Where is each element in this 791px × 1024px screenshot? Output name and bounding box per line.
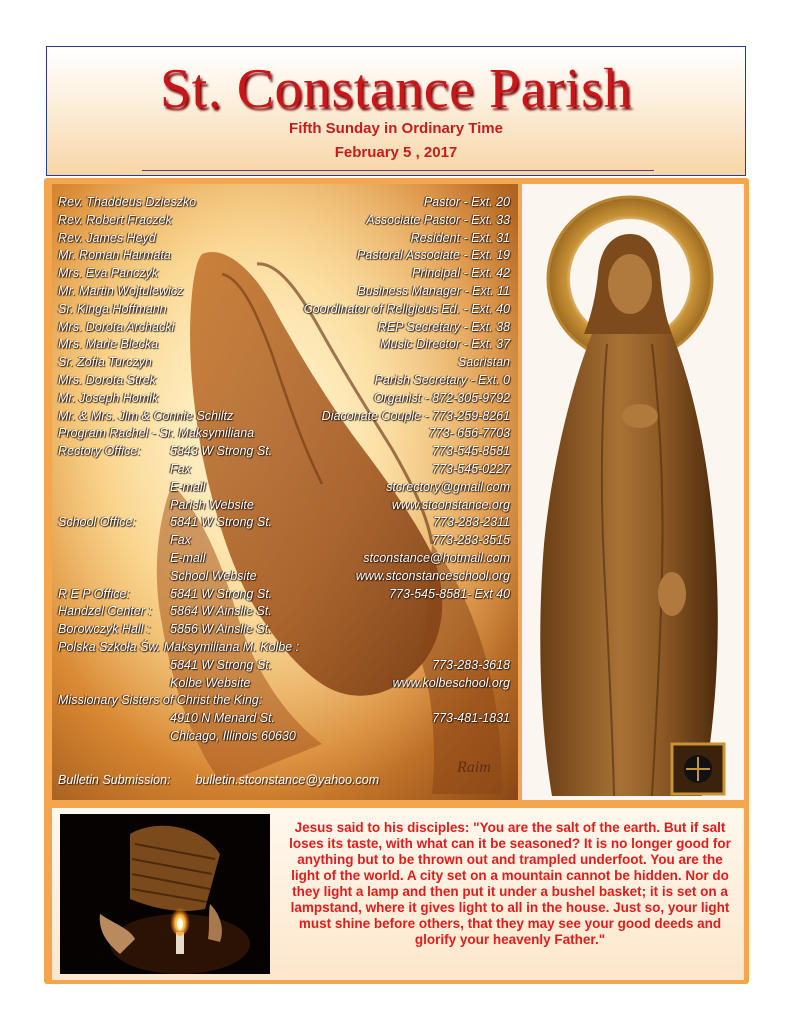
staff-name: Program Rachel - Sr. Maksymiliana [58, 426, 255, 441]
office-value[interactable]: www.stconstance.org [391, 497, 510, 512]
office-label: Handzel Center : [58, 604, 152, 619]
office-row [58, 603, 514, 621]
staff-name: Mrs. Dorota Archacki [58, 319, 175, 334]
staff-name: Mrs. Dorota Strek [58, 372, 156, 387]
bulletin-label: Bulletin Submission: [58, 773, 171, 787]
parish-title: St. Constance Parish [160, 58, 632, 120]
office-value: 773-481-1831 [432, 711, 510, 726]
staff-name: Mr. Roman Harmata [58, 248, 171, 263]
office-value: 773-545-8581- Ext 40 [389, 586, 510, 601]
office-value: 773-283-3618 [432, 657, 510, 672]
staff-role: REP Secretary - Ext. 38 [377, 319, 510, 334]
staff-role: Music Director - Ext. 37 [380, 337, 510, 352]
staff-name: Mr. Joseph Homik [58, 390, 159, 405]
staff-role: Pastoral Associate - Ext. 19 [356, 248, 510, 263]
office-item: Parish Website [170, 497, 254, 512]
staff-role: Diaconate Couple - 773-259-8261 [321, 408, 510, 423]
bulletin-submission [58, 773, 379, 787]
staff-role: Principal - Ext. 42 [412, 266, 510, 281]
office-label: Borowczyk Hall : [58, 622, 151, 637]
candle-basket-image [60, 814, 270, 974]
office-item: 5843 W Strong St. [170, 444, 273, 459]
office-value[interactable]: stcrectory@gmail.com [386, 479, 510, 494]
office-item: 4910 N Menard St. [170, 711, 275, 726]
office-row [58, 479, 514, 497]
staff-name: Sr. Kinga Hoffmann [58, 301, 167, 316]
office-row [58, 657, 514, 675]
office-item: Fax [170, 533, 191, 548]
staff-row [58, 301, 514, 319]
staff-name: Rev. Robert Fraczek [58, 212, 172, 227]
office-label: R E P Office: [58, 586, 130, 601]
header-divider [142, 170, 654, 171]
staff-name: Rev. James Heyd [58, 230, 156, 245]
staff-role: Coordinator of Religious Ed. - Ext. 40 [303, 301, 510, 316]
office-row [58, 728, 514, 746]
staff-row [58, 230, 514, 248]
directory-panel [52, 184, 518, 800]
office-row [58, 514, 514, 532]
office-value[interactable]: www.kolbeschool.org [392, 675, 510, 690]
statue-image-frame [522, 184, 744, 800]
staff-row [58, 319, 514, 337]
office-row [58, 692, 514, 710]
office-item: 5841 W Strong St. [170, 657, 273, 672]
staff-name: Mr. Martin Wojtulewicz [58, 283, 184, 298]
office-value[interactable]: stconstance@hotmail.com [363, 550, 510, 565]
staff-row [58, 390, 514, 408]
staff-role: Pastor - Ext. 20 [423, 195, 510, 209]
madonna-statue-image [522, 184, 744, 800]
bulletin-date: February 5 , 2017 [334, 144, 458, 161]
office-value: 773-545-8581 [432, 444, 510, 459]
staff-role: 773- 656-7703 [428, 426, 510, 441]
staff-role: Organist - 872-305-9792 [373, 390, 510, 405]
staff-row [58, 372, 514, 390]
office-item: E-mail [170, 550, 206, 565]
office-row [58, 586, 514, 604]
staff-role: Sacristan [457, 355, 510, 370]
office-item: Kolbe Website [170, 675, 251, 690]
office-item: E-mail [170, 479, 206, 494]
staff-role: Associate Pastor - Ext. 33 [366, 212, 510, 227]
office-value: 773-283-3515 [432, 533, 510, 548]
office-label: Missionary Sisters of Christ the King: [58, 693, 263, 708]
staff-row [58, 425, 514, 443]
office-value: 773-545-0227 [432, 461, 510, 476]
staff-row [58, 212, 514, 230]
office-item: 5856 W Ainslie St. [170, 622, 272, 637]
office-item: 5864 W Ainslie St. [170, 604, 272, 619]
staff-name: Mrs. Marie Blecka [58, 337, 159, 352]
liturgical-subtitle: Fifth Sunday in Ordinary Time [289, 120, 503, 137]
office-item: 5841 W Strong St. [170, 515, 273, 530]
office-row [58, 710, 514, 728]
candle-scene-graphic [60, 814, 270, 974]
staff-name: Mr. & Mrs. Jim & Connie Schiltz [58, 408, 234, 423]
staff-row [58, 194, 514, 212]
staff-row [58, 408, 514, 426]
office-item: School Website [170, 568, 257, 583]
scripture-section [52, 808, 744, 980]
staff-name: Mrs. Eva Panczyk [58, 266, 159, 281]
staff-role: Parish Secretary - Ext. 0 [374, 372, 510, 387]
staff-name: Rev. Thaddeus Dzieszko [58, 195, 197, 209]
staff-row [58, 336, 514, 354]
staff-name: Sr. Zofia Turczyn [58, 355, 152, 370]
staff-directory [58, 194, 514, 746]
staff-role: Business Manager - Ext. 11 [357, 283, 510, 298]
office-item: Chicago, Illinois 60630 [170, 728, 296, 743]
staff-row [58, 354, 514, 372]
bulletin-email[interactable]: bulletin.stconstance@yahoo.com [195, 773, 380, 787]
office-item: 5841 W Strong St. [170, 586, 273, 601]
gospel-verse: Jesus said to his disciples: "You are the salt of the earth. But if salt loses its taste, with what can it be seasoned? It is no longer good for anything but to be thrown out and trampled underfoot. You are the light of the world. A city set on a mountain cannot be hidden. Nor do they light a lamp and then put it under a bushel basket; it is set on a lampstand, where it gives light to all in the house. Just so, your light must shine before others, that they may see your good deeds and glorify your heavenly Father." [289, 820, 731, 947]
staff-row [58, 265, 514, 283]
office-item: Fax [170, 461, 191, 476]
office-label: Polska Szkoła Św. Maksymiliana M. Kolbe : [58, 639, 300, 654]
bulletin-header [46, 46, 746, 176]
staff-row [58, 283, 514, 301]
staff-row [58, 247, 514, 265]
staff-role: Resident - Ext. 31 [410, 230, 510, 245]
office-row [58, 639, 514, 657]
office-value[interactable]: www.stconstanceschool.org [355, 568, 510, 583]
office-label: Rectory Office: [58, 444, 141, 459]
office-row [58, 550, 514, 568]
office-row [58, 443, 514, 461]
office-row [58, 675, 514, 693]
office-label: School Office: [58, 515, 136, 530]
office-value: 773-283-2311 [433, 515, 510, 530]
office-row [58, 532, 514, 550]
office-row [58, 497, 514, 515]
svg-text:Raim: Raim [457, 759, 491, 776]
office-row [58, 568, 514, 586]
office-row [58, 461, 514, 479]
office-row [58, 621, 514, 639]
